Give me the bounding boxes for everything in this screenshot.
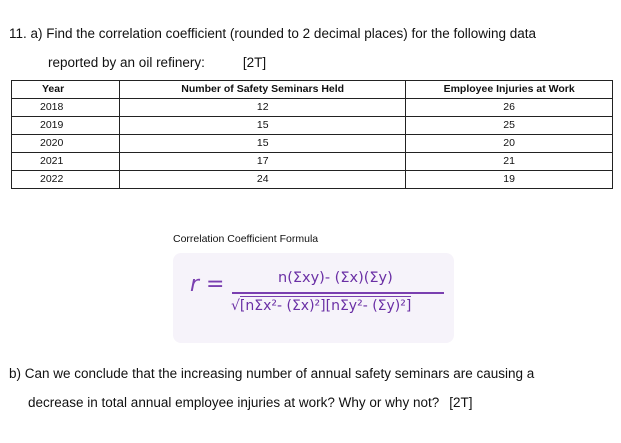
formula-image <box>173 253 454 343</box>
question-a-marks: [2T] <box>242 55 267 70</box>
cell-seminars: 24 <box>120 171 406 189</box>
formula-lhs: r = <box>190 272 225 297</box>
question-b-marks: [2T] <box>449 395 473 410</box>
formula-denominator-group <box>231 298 411 314</box>
header-seminars: Number of Safety Seminars Held <box>120 81 406 99</box>
question-b-line-1: b) Can we conclude that the increasing number of annual safety seminars are causing a <box>9 366 535 381</box>
cell-seminars: 15 <box>120 135 406 153</box>
cell-seminars: 15 <box>120 117 406 135</box>
table-row <box>12 117 613 135</box>
question-a-line-2 <box>48 55 266 70</box>
cell-year: 2019 <box>12 117 120 135</box>
cell-injuries: 21 <box>406 153 613 171</box>
cell-year: 2018 <box>12 99 120 117</box>
cell-injuries: 19 <box>406 171 613 189</box>
fraction-bar <box>232 292 444 294</box>
cell-year: 2020 <box>12 135 120 153</box>
header-year: Year <box>12 81 120 99</box>
header-injuries: Employee Injuries at Work <box>406 81 613 99</box>
cell-seminars: 12 <box>120 99 406 117</box>
question-a-line-2-text: reported by an oil refinery: <box>48 55 205 70</box>
cell-injuries: 26 <box>406 99 613 117</box>
table-row <box>12 171 613 189</box>
question-a-line-1: 11. a) Find the correlation coefficient (rounded to 2 decimal places) for the following data <box>9 26 537 41</box>
data-table <box>11 80 613 189</box>
cell-year: 2021 <box>12 153 120 171</box>
cell-injuries: 20 <box>406 135 613 153</box>
table-header-row <box>12 81 613 99</box>
question-b-line-2 <box>28 395 472 410</box>
table-row <box>12 135 613 153</box>
cell-year: 2022 <box>12 171 120 189</box>
cell-seminars: 17 <box>120 153 406 171</box>
formula-caption: Correlation Coefficient Formula <box>173 233 319 245</box>
table-row <box>12 99 613 117</box>
formula-denominator: [nΣx²- (Σx)²][nΣy²- (Σy)²] <box>239 298 412 314</box>
formula-numerator: n(Σxy)- (Σx)(Σy) <box>278 270 393 286</box>
radical-sign: √ <box>231 298 240 314</box>
question-b-line-2-text: decrease in total annual employee injuries at work? Why or why not? <box>28 395 440 410</box>
cell-injuries: 25 <box>406 117 613 135</box>
table-row <box>12 153 613 171</box>
